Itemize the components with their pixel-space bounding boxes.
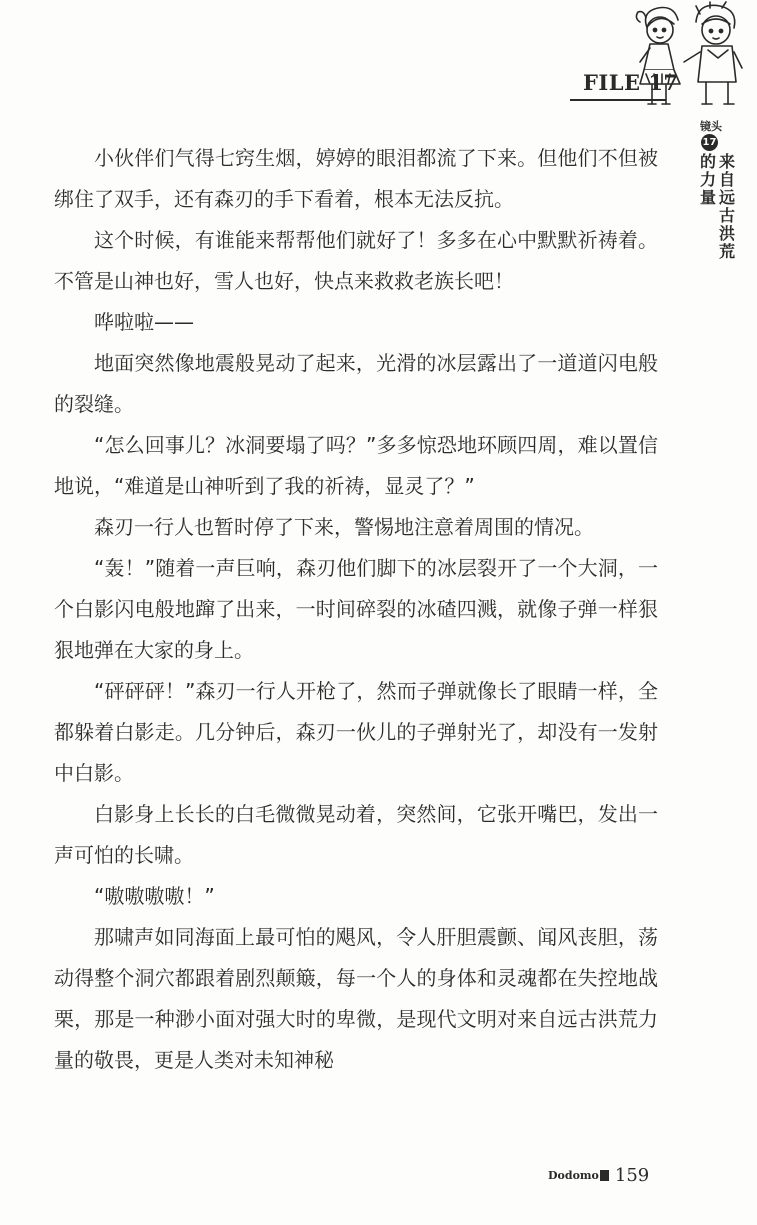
paragraph: 森刃一行人也暂时停了下来，警惕地注意着周围的情况。 bbox=[94, 515, 594, 539]
body-text bbox=[54, 138, 658, 1081]
paragraph: “砰砰砰！”森刃一行人开枪了，然而子弹就像长了眼睛一样，全都躲着白影走。几分钟后，森刃一伙儿的子弹射光了，却没有一发射中白影。 bbox=[54, 679, 658, 785]
paragraph: “嗷嗷嗷嗷！” bbox=[94, 884, 215, 908]
paragraph: “轰！”随着一声巨响，森刃他们脚下的冰层裂开了一个大洞，一个白影闪电般地蹿了出来，一时间碎裂的冰碴四溅，就像子弹一样狠狠地弹在大家的身上。 bbox=[54, 556, 658, 662]
paragraph: 白影身上长长的白毛微微晃动着，突然间，它张开嘴巴，发出一声可怕的长啸。 bbox=[54, 802, 658, 867]
kids-illustration bbox=[630, 0, 750, 115]
paragraph: 地面突然像地震般晃动了起来，光滑的冰层露出了一道道闪电般的裂缝。 bbox=[54, 351, 658, 416]
page-number: 159 bbox=[614, 1165, 650, 1186]
page-footer bbox=[548, 1165, 649, 1186]
paragraph: 小伙伴们气得七窍生烟，婷婷的眼泪都流了下来。但他们不但被绑住了双手，还有森刃的手下看着，根本无法反抗。 bbox=[54, 146, 658, 211]
header-rule bbox=[570, 99, 666, 101]
side-chapter-title-col1: 来自远古洪荒 bbox=[718, 152, 735, 261]
paragraph: 哗啦啦—— bbox=[94, 310, 194, 334]
paragraph: 这个时候，有谁能来帮帮他们就好了！多多在心中默默祈祷着。不管是山神也好，雪人也好，快点来救救老族长吧！ bbox=[54, 228, 658, 293]
side-lens-label: 镜头 bbox=[700, 120, 722, 133]
chapter-number-badge: 17 bbox=[701, 134, 718, 151]
paragraph: “怎么回事儿？冰洞要塌了吗？”多多惊恐地环顾四周，难以置信地说，“难道是山神听到了我的祈祷，显灵了？” bbox=[54, 433, 658, 498]
footer-brand: Dodomo bbox=[548, 1169, 599, 1182]
file-label: FILE 17 bbox=[583, 70, 679, 95]
side-chapter-title-col2: 的力量 bbox=[699, 152, 716, 207]
paragraph: 那啸声如同海面上最可怕的飓风，令人肝胆震颤、闻风丧胆，荡动得整个洞穴都跟着剧烈颠簸，每一个人的身体和灵魂都在失控地战栗，那是一种渺小面对强大时的卑微，是现代文明对来自远古洪荒力量的敬畏，更是人类对未知神秘 bbox=[54, 925, 658, 1072]
brand-mark-icon bbox=[600, 1170, 609, 1181]
